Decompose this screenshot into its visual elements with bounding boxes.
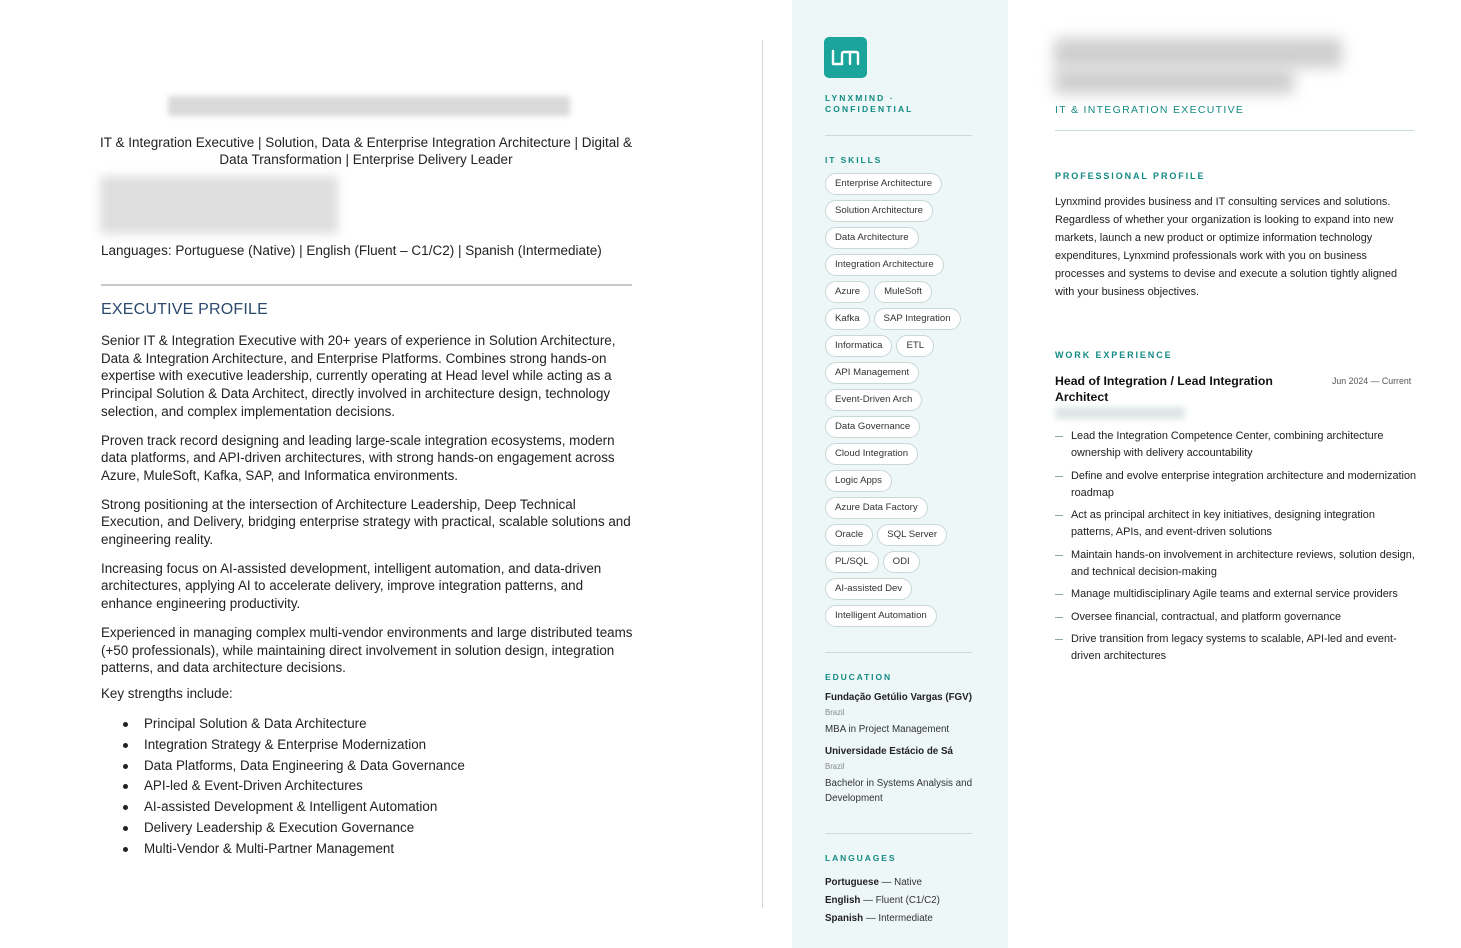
job-title: Head of Integration / Lead Integration Architect [1055,374,1273,404]
skill-pill: ODI [883,551,920,573]
redacted-contact-info [100,176,338,234]
education-country: Brazil [825,708,845,717]
education-country: Brazil [825,762,845,771]
responsibility-item: Define and evolve enterprise integration architecture and modernization roadmap [1055,468,1417,502]
skill-row [825,443,985,465]
skill-pill: AI-assisted Dev [825,578,912,600]
profile-paragraph: Increasing focus on AI-assisted development, intelligent automation, and data-driven architectures, applying AI to accelerate delivery, improve integration patterns, and enhance engineering productivity. [101,560,602,612]
role-title: IT & INTEGRATION EXECUTIVE [1055,104,1245,116]
skill-row [825,362,985,384]
professional-profile-text: Lynxmind provides business and IT consulting services and solutions. Regardless of whether your organization is looking to expand into new markets, launch a new product or optimize information technology expenditures, Lynxmind professionals work with you on business processes and systems to devise and execute a solution tightly aligned with your business objectives. [1055,196,1398,298]
skill-pill: MuleSoft [874,281,932,303]
lynxmind-logo-icon [824,37,867,78]
language-entry [825,874,985,892]
education-list [825,692,985,806]
skill-row [825,200,985,222]
skill-row [825,173,985,195]
responsibility-item: Lead the Integration Competence Center, combining architecture ownership with delivery accountability [1055,428,1417,462]
work-experience-heading: WORK EXPERIENCE [1055,350,1173,360]
sidebar-divider [825,833,972,834]
skill-pill: Azure Data Factory [825,497,928,519]
skill-pill: Solution Architecture [825,200,933,222]
skill-pill: Integration Architecture [825,254,944,276]
education-school: Universidade Estácio de Sá [825,746,953,757]
language-name: English [825,895,861,906]
left-languages-line: Languages: Portuguese (Native) | English (Fluent – C1/C2) | Spanish (Intermediate) [101,243,602,258]
skill-pill: ETL [896,335,934,357]
language-level: — Fluent (C1/C2) [860,895,940,906]
executive-profile-heading: EXECUTIVE PROFILE [101,301,268,318]
sidebar-divider [825,135,972,136]
sidebar-divider [825,652,972,653]
profile-paragraph: Experienced in managing complex multi-vendor environments and large distributed teams (+50 professionals), while maintaining direct involvement in solution design, integration patterns, and data architecture decisions. [101,624,633,676]
skill-pill: Enterprise Architecture [825,173,942,195]
responsibility-item: Act as principal architect in key initiatives, designing integration patterns, APIs, and event-driven solutions [1055,507,1417,541]
job-responsibilities [1055,428,1417,671]
language-level: — Native [878,877,922,888]
strength-item: Principal Solution & Data Architecture [122,714,465,735]
responsibility-item: Oversee financial, contractual, and platform governance [1055,609,1417,626]
skill-pill: Cloud Integration [825,443,918,465]
skill-pill: PL/SQL [825,551,879,573]
skill-row [825,281,985,303]
redacted-name [1054,68,1294,94]
redacted-company [1055,407,1185,419]
skill-row [825,308,985,330]
responsibility-item: Maintain hands-on involvement in architecture reviews, solution design, and technical decision-making [1055,547,1417,581]
skill-pill: Logic Apps [825,470,892,492]
strength-item: Delivery Leadership & Execution Governance [122,818,465,839]
skill-row [825,254,985,276]
skill-pill: Oracle [825,524,873,546]
it-skills-heading: IT SKILLS [825,155,883,165]
education-degree: MBA in Project Management [825,724,950,735]
executive-profile-paragraphs [101,332,635,688]
left-section-divider [101,284,632,286]
responsibility-item: Drive transition from legacy systems to scalable, API-led and event-driven architectures [1055,631,1417,665]
skill-row [825,551,985,573]
skill-pill: Event-Driven Arch [825,389,922,411]
education-entry [825,746,985,806]
skill-pill: SQL Server [877,524,947,546]
language-name: Portuguese [825,877,879,888]
skill-pill: Azure [825,281,870,303]
strength-item: Integration Strategy & Enterprise Modernization [122,735,465,756]
language-level: — Intermediate [863,913,933,924]
skill-row [825,416,985,438]
skill-row [825,227,985,249]
skill-row [825,335,985,357]
language-entry [825,892,985,910]
skill-pill: Informatica [825,335,892,357]
left-headline: IT & Integration Executive | Solution, Data & Enterprise Integration Architecture | Digital & Data Transformation | Enterprise Delivery Leader [99,135,633,167]
strength-item: AI-assisted Development & Intelligent Automation [122,797,465,818]
profile-paragraph: Senior IT & Integration Executive with 20+ years of experience in Solution Architecture, Data & Integration Architecture, and Enterprise Platforms. Combines strong hands-on expertise with executive leadership, currently operating at Head level while acting as a Principal Solution & Data Architect, directly involved in architecture design, technology selection, and complex implementation decisions. [101,333,616,419]
languages-heading: LANGUAGES [825,853,897,863]
professional-profile-heading: PROFESSIONAL PROFILE [1055,171,1206,181]
education-entry [825,692,985,737]
skill-pill: Kafka [825,308,870,330]
strength-item: API-led & Event-Driven Architectures [122,776,465,797]
header-divider [1055,130,1414,131]
profile-paragraph: Strong positioning at the intersection of Architecture Leadership, Deep Technical Execution, and Delivery, bridging enterprise strategy with practical, scalable solutions and engineering reality. [101,496,631,548]
skill-row [825,524,985,546]
skill-row [825,389,985,411]
education-degree: Bachelor in Systems Analysis and Development [825,778,973,804]
skill-row [825,605,985,627]
education-heading: EDUCATION [825,672,892,682]
key-strengths-label: Key strengths include: [101,686,233,701]
skill-pill: Data Architecture [825,227,919,249]
education-school: Fundação Getúlio Vargas (FGV) [825,692,972,703]
language-name: Spanish [825,913,864,924]
logo-mark-icon [831,49,861,67]
language-entry [825,910,985,928]
responsibility-item: Manage multidisciplinary Agile teams and external service providers [1055,586,1417,603]
key-strengths-list [122,714,465,860]
job-dates: Jun 2024 — Current [1332,376,1412,386]
skill-row [825,470,985,492]
strength-item: Data Platforms, Data Engineering & Data Governance [122,756,465,777]
skill-pill: API Management [825,362,919,384]
profile-paragraph: Proven track record designing and leading large-scale integration ecosystems, modern data platforms, and API-driven architectures, with strong hands-on engagement across Azure, MuleSoft, Kafka, SAP, and Informatica environments. [101,432,615,483]
skills-pill-list [825,173,985,632]
skill-row [825,497,985,519]
brand-confidential-label: LYNXMIND · CONFIDENTIAL [825,93,914,114]
languages-list [825,874,985,928]
skill-pill: SAP Integration [874,308,961,330]
page-divider [762,40,763,908]
strength-item: Multi-Vendor & Multi-Partner Management [122,839,465,860]
skill-pill: Data Governance [825,416,920,438]
redacted-name [1054,38,1342,68]
skill-row [825,578,985,600]
skill-pill: Intelligent Automation [825,605,937,627]
redacted-name [168,96,570,116]
